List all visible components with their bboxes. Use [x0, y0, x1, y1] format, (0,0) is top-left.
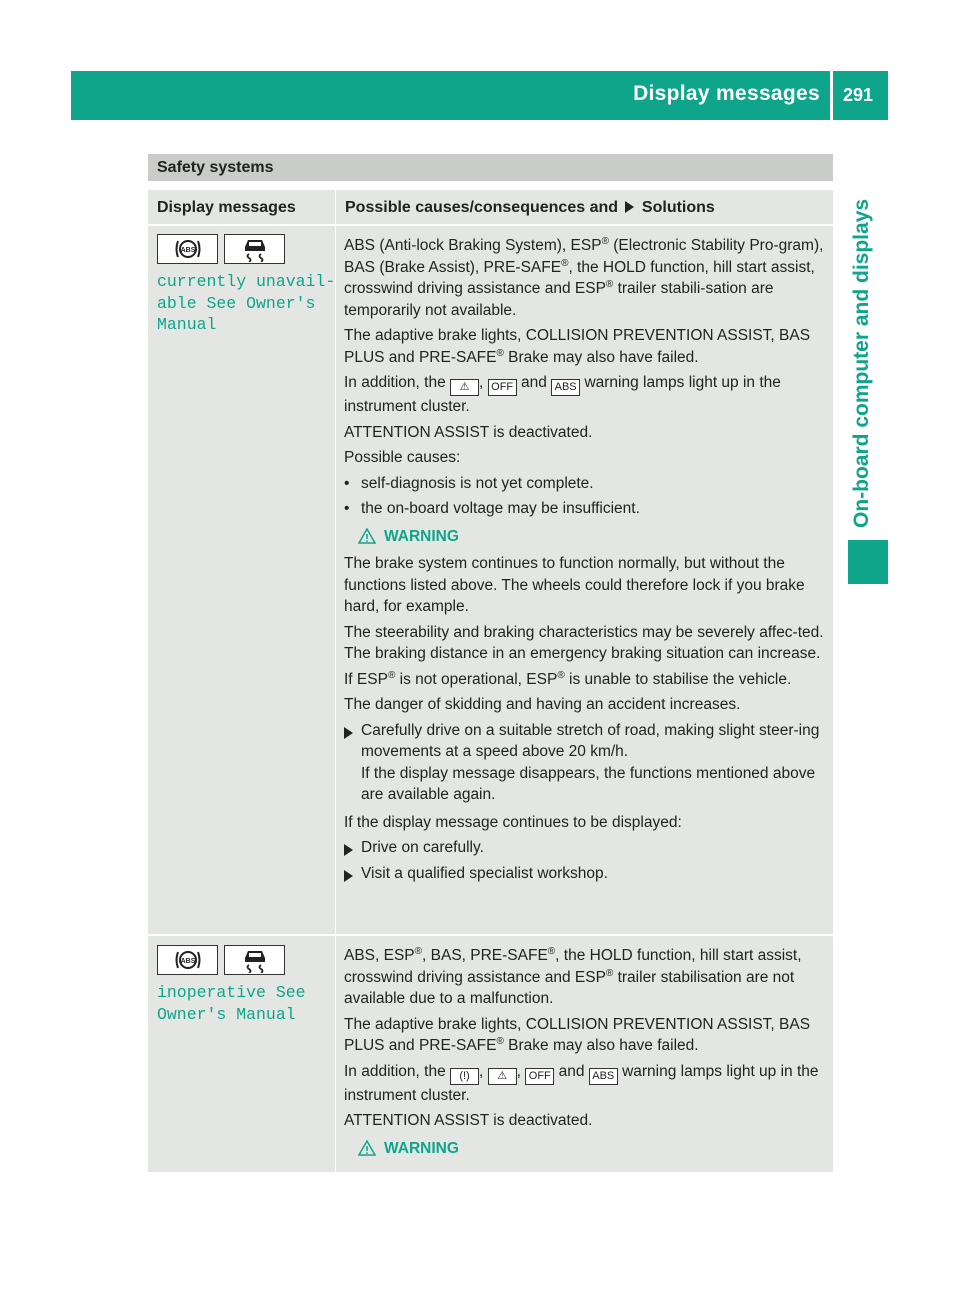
bullet-icon: •: [344, 474, 350, 492]
page-title: Display messages: [633, 82, 820, 105]
row1-display-message: currently unavail- able See Owner's Manual: [157, 272, 336, 334]
svg-text:ABS: ABS: [180, 247, 195, 254]
warning-triangle-icon: [358, 1140, 376, 1156]
page-number: 291: [843, 85, 874, 105]
row2-display-message: inoperative See Owner's Manual: [157, 983, 306, 1024]
bullet-icon: •: [344, 500, 350, 517]
header-divider: [830, 71, 833, 120]
arrow-icon: [344, 841, 353, 863]
warning-heading: WARNING: [344, 1138, 830, 1160]
row1-paragraph: The adaptive brake lights, COLLISION PREVENTION ASSIST, BAS PLUS and PRE-SAFE® Brake may also have failed.: [344, 327, 811, 366]
row1-lamps-paragraph: In addition, the ⚠ , OFF and ABS warning lamps light up in the instrument cluster.: [344, 374, 781, 415]
row2-message-cell: [148, 936, 335, 1172]
row2-causes-cell: [336, 936, 833, 1172]
warning-paragraph: The steerability and braking characteristics may be severely affec-ted. The braking distance in an emergency braking situation can increase.: [344, 623, 824, 662]
row1-paragraph: Possible causes:: [344, 449, 461, 466]
row1-paragraph: ATTENTION ASSIST is deactivated.: [344, 423, 593, 441]
esp-car-skid-icon: ⚠: [488, 1068, 517, 1085]
brake-warning-icon: (!): [450, 1068, 479, 1085]
arrow-icon: [344, 724, 353, 746]
row1-paragraph: If the display message continues to be displayed:: [344, 813, 682, 831]
row2-paragraph: ATTENTION ASSIST is deactivated.: [344, 1112, 593, 1129]
esp-car-skid-icon: [224, 234, 285, 264]
esp-off-icon: OFF: [488, 379, 517, 396]
action-item: Drive on carefully.: [344, 837, 830, 859]
row1-message-cell: [148, 226, 335, 934]
warning-paragraph: If ESP® is not operational, ESP® is unable to stabilise the vehicle.: [344, 669, 792, 688]
warning-heading: WARNING: [344, 526, 830, 548]
warning-paragraph: The brake system continues to function normally, but without the functions listed above. The wheels could therefore lock if you brake hard, for example.: [344, 555, 805, 615]
action-item: Visit a qualified specialist workshop.: [344, 863, 830, 885]
row2-paragraph: ABS, ESP®, BAS, PRE-SAFE®, the HOLD function, hill start assist, crosswind driving assistance and ESP® trailer stabilisation are not available due to a malfunction.: [344, 945, 802, 1007]
esp-off-icon: OFF: [525, 1068, 554, 1085]
esp-car-skid-icon: ⚠: [450, 379, 479, 396]
abs-warning-icon: ABS: [589, 1068, 618, 1085]
arrow-icon: [344, 867, 353, 889]
warning-paragraph: The danger of skidding and having an accident increases.: [344, 696, 741, 713]
abs-warning-icon: ABS: [551, 379, 580, 396]
list-item: • the on-board voltage may be insufficient.: [344, 498, 830, 520]
abs-warning-icon: [157, 945, 218, 975]
list-item: • self-diagnosis is not yet complete.: [344, 473, 830, 495]
side-tab-marker: [848, 540, 888, 584]
action-item: Carefully drive on a suitable stretch of road, making slight steer-ing movements at a speed above 20 km/h. If the display message disappears, the functions mentioned above are available again.: [344, 720, 830, 806]
svg-text:ABS: ABS: [180, 958, 195, 965]
row1-paragraph: ABS (Anti-lock Braking System), ESP® (Electronic Stability Pro-gram), BAS (Brake Assist), PRE-SAFE®, the HOLD function, hill start assist, crosswind driving assistance and ESP® trailer stabili-sation are temporarily not available.: [344, 235, 824, 319]
abs-warning-icon: [157, 234, 218, 264]
col2-header: Possible causes/consequences and Solutions: [345, 199, 715, 216]
arrow-icon: [625, 201, 634, 213]
section-title: Safety systems: [157, 159, 274, 176]
page-header-bar: [71, 71, 888, 120]
col1-header: Display messages: [157, 199, 296, 216]
table-header-causes: [336, 190, 833, 224]
esp-car-skid-icon: [224, 945, 285, 975]
side-tab-label: On-board computer and displays: [850, 198, 873, 528]
section-title-bar: [148, 154, 833, 181]
row2-paragraph: The adaptive brake lights, COLLISION PREVENTION ASSIST, BAS PLUS and PRE-SAFE® Brake may also have failed.: [344, 1015, 811, 1054]
row1-causes-cell: [336, 226, 833, 934]
warning-triangle-icon: [358, 528, 376, 544]
row2-lamps-paragraph: In addition, the (!) , ⚠ , OFF and ABS warning lamps light up in the instrument cluster.: [344, 1062, 819, 1104]
table-header-display-messages: [148, 190, 335, 224]
